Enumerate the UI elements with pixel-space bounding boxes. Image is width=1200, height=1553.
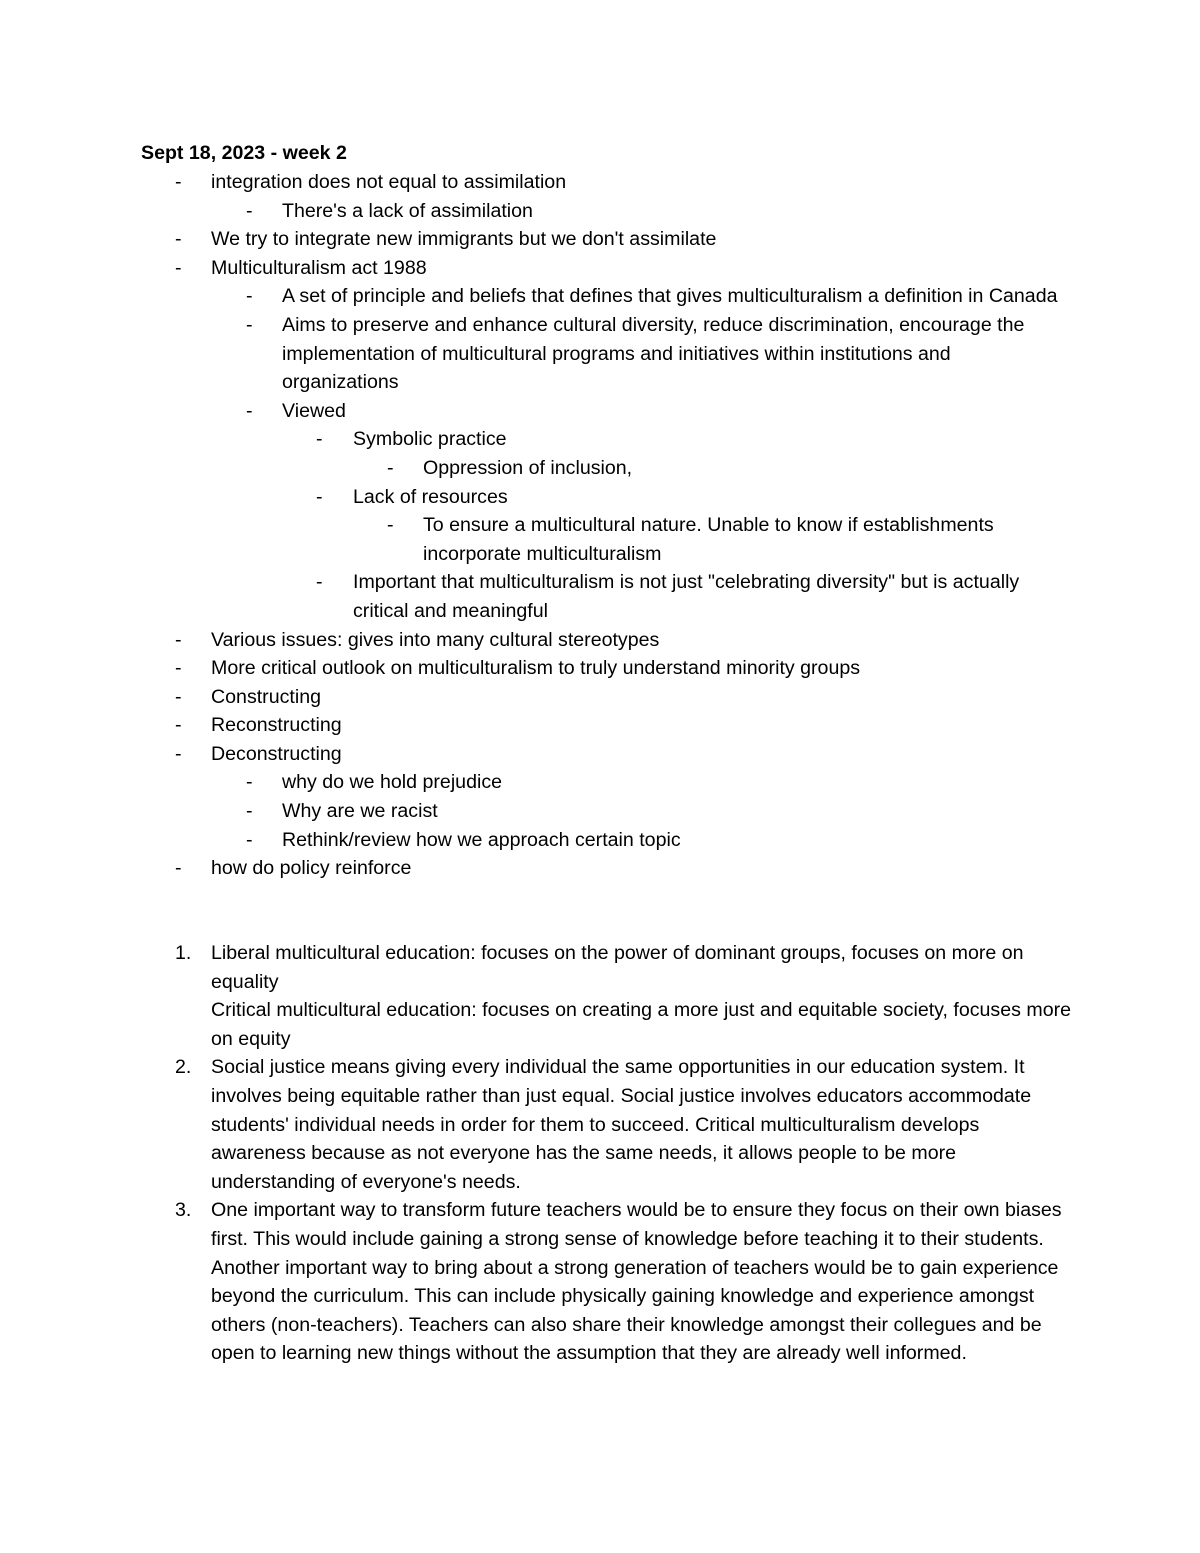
bullet-item	[0, 483, 1200, 512]
bullet-item	[0, 826, 1200, 855]
bullet-dash: -	[387, 514, 394, 537]
bullet-item	[0, 768, 1200, 797]
bullet-text: Reconstructing	[211, 714, 342, 737]
bullet-dash: -	[246, 313, 253, 336]
bullet-text: Various issues: gives into many cultural stereotypes	[211, 628, 660, 651]
bullet-dash: -	[246, 800, 253, 823]
bullet-text: Constructing	[211, 685, 321, 708]
bullet-text: Oppression of inclusion,	[423, 456, 633, 479]
bullet-dash: -	[175, 228, 182, 251]
item-paragraph: Liberal multicultural education: focuses on the power of dominant groups, focuses on more on equality	[211, 942, 1024, 993]
bullet-dash: -	[246, 771, 253, 794]
bullet-item	[0, 311, 1200, 397]
bullet-item	[0, 397, 1200, 426]
bullet-dash: -	[175, 685, 182, 708]
bullet-item	[0, 854, 1200, 883]
bullet-dash: -	[246, 285, 253, 308]
bullet-item	[0, 683, 1200, 712]
bullet-text: We try to integrate new immigrants but we don't assimilate	[211, 228, 717, 251]
bullet-text: Rethink/review how we approach certain topic	[282, 828, 681, 851]
bullet-dash: -	[175, 742, 182, 765]
bullet-text: A set of principle and beliefs that defines that gives multiculturalism a definition in Canada	[282, 285, 1058, 308]
bullet-item	[0, 168, 1200, 197]
item-paragraph: Critical multicultural education: focuses on creating a more just and equitable society, focuses more on equity	[211, 999, 1072, 1050]
bullet-dash: -	[175, 628, 182, 651]
bullet-text: Deconstructing	[211, 742, 342, 765]
bullet-text: how do policy reinforce	[211, 857, 412, 880]
bullet-item	[0, 568, 1200, 625]
bullet-item	[0, 254, 1200, 283]
bullet-dash: -	[175, 256, 182, 279]
bullet-dash: -	[316, 571, 323, 594]
bullet-item	[0, 225, 1200, 254]
bullet-text: Aims to preserve and enhance cultural diversity, reduce discrimination, encourage the implementation of multicultural programs and initiatives within institutions and organizations	[282, 313, 1025, 394]
numbered-item	[0, 1196, 1200, 1368]
bullet-list	[0, 168, 1200, 883]
bullet-item	[0, 626, 1200, 655]
bullet-dash: -	[175, 171, 182, 193]
bullet-item	[0, 197, 1200, 226]
item-number: 3.	[175, 1199, 192, 1222]
bullet-dash: -	[175, 857, 182, 880]
item-paragraph: Social justice means giving every individual the same opportunities in our education system. It involves being equitable rather than just equal. Social justice involves educators accommodate students' individual needs in order for them to succeed. Critical multiculturalism develops awareness because as not everyone has the same needs, it allows people to be more understanding of everyone's needs.	[211, 1056, 1032, 1193]
bullet-text: To ensure a multicultural nature. Unable to know if establishments incorporate multiculturalism	[423, 514, 994, 565]
bullet-text: There's a lack of assimilation	[282, 199, 533, 222]
bullet-text: Important that multiculturalism is not just "celebrating diversity" but is actually critical and meaningful	[353, 571, 1020, 622]
bullet-item	[0, 425, 1200, 454]
item-paragraph: One important way to transform future teachers would be to ensure they focus on their own biases first. This would include gaining a strong sense of knowledge before teaching it to their students. Another important way to bring about a strong generation of teachers would be to gain experience beyond the curriculum. This can include physically gaining knowledge and experience amongst others (non-teachers). Teachers can also share their knowledge amongst their collegues and be open to learning new things without the assumption that they are already well informed.	[211, 1199, 1062, 1365]
page-title: Sept 18, 2023 - week 2	[141, 142, 347, 164]
numbered-list	[0, 939, 1200, 1368]
bullet-dash: -	[175, 657, 182, 680]
bullet-dash: -	[246, 399, 253, 422]
bullet-text: Multiculturalism act 1988	[211, 256, 427, 279]
bullet-dash: -	[387, 456, 394, 479]
bullet-dash: -	[316, 485, 323, 508]
bullet-dash: -	[316, 428, 323, 451]
bullet-text: Why are we racist	[282, 800, 438, 823]
bullet-item	[0, 711, 1200, 740]
item-number: 1.	[175, 942, 192, 964]
bullet-text: More critical outlook on multiculturalism to truly understand minority groups	[211, 657, 861, 680]
bullet-text: Lack of resources	[353, 485, 508, 508]
bullet-dash: -	[246, 199, 253, 222]
bullet-text: why do we hold prejudice	[282, 771, 503, 794]
bullet-item	[0, 282, 1200, 311]
bullet-dash: -	[246, 828, 253, 851]
bullet-item	[0, 797, 1200, 826]
bullet-item	[0, 511, 1200, 568]
bullet-dash: -	[175, 714, 182, 737]
bullet-text: Viewed	[282, 399, 346, 422]
numbered-item	[0, 1053, 1200, 1196]
bullet-text: integration does not equal to assimilation	[211, 171, 567, 193]
bullet-item	[0, 740, 1200, 769]
bullet-item	[0, 454, 1200, 483]
item-number: 2.	[175, 1056, 192, 1079]
bullet-text: Symbolic practice	[353, 428, 507, 451]
numbered-item	[0, 939, 1200, 1053]
bullet-item	[0, 654, 1200, 683]
